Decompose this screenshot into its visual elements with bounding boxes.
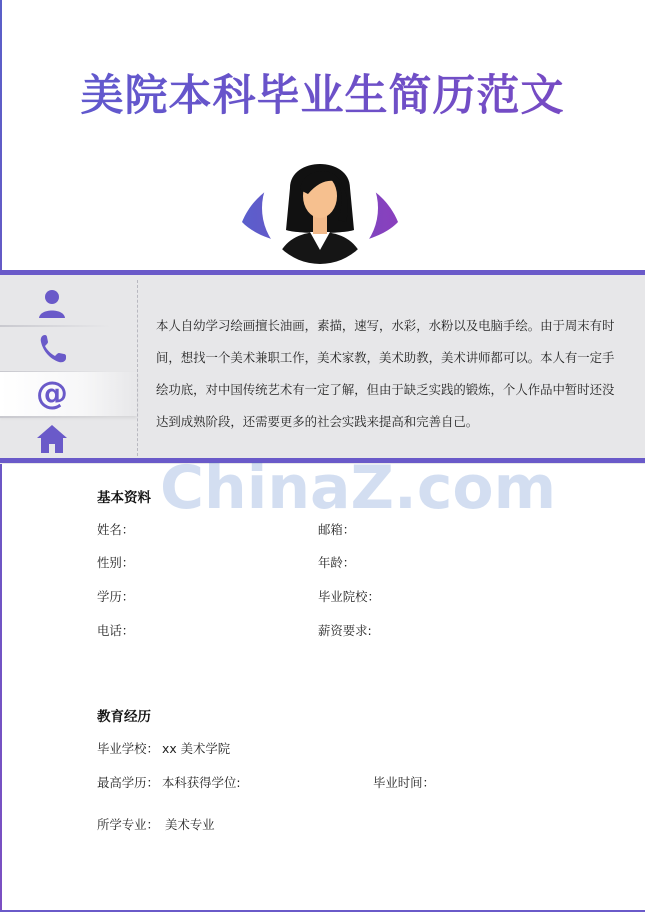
name-label: 姓名： [97, 522, 135, 537]
avatar-illustration [238, 150, 402, 272]
age-label: 年龄： [318, 555, 356, 570]
grad-time-label: 毕业时间： [373, 775, 435, 790]
grad-school-label: 毕业学校： [97, 741, 159, 756]
avatar [238, 150, 402, 272]
person-icon [34, 286, 70, 322]
salary-label: 薪资要求: [318, 623, 372, 638]
self-introduction: 本人自幼学习绘画擅长油画，素描，速写，水彩，水粉以及电脑手绘。由于周末有时间，想找一个美术兼职工作，美术家教，美术助教，美术讲师都可以。本人有一定手绘功底，对中国传统艺术有一定了解，但由于缺乏实践的锻炼，个人作品中暂时还没达到成熟阶段，还需要更多的社会实践来提高和完善自己。 [156, 318, 615, 429]
sidebar-item-home [0, 417, 137, 461]
email-label: 邮箱： [318, 522, 356, 537]
sidebar-item-person [0, 282, 137, 326]
page-title: 美院本科毕业生简历范文 [0, 62, 645, 123]
contact-sidebar [0, 275, 137, 458]
sidebar-divider [137, 280, 138, 456]
school-label: 毕业院校： [318, 589, 380, 604]
degree-value: 本科获得学位: [162, 775, 241, 790]
education-label: 学历： [97, 589, 135, 604]
phone-icon [34, 331, 70, 367]
svg-text:@: @ [36, 374, 68, 412]
at-icon [34, 376, 70, 412]
basic-info-heading: 基本资料 [97, 490, 151, 506]
major-value: 美术专业 [165, 817, 215, 832]
sidebar-item-phone [0, 327, 137, 371]
education-heading: 教育经历 [97, 709, 151, 725]
degree-label: 最高学历： [97, 775, 159, 790]
home-icon [34, 421, 70, 457]
phone-label: 电话： [97, 623, 135, 638]
grad-school-value: xx 美术学院 [162, 741, 231, 756]
gender-label: 性别： [97, 555, 135, 570]
major-label: 所学专业： [97, 817, 159, 832]
sidebar-item-at [0, 372, 137, 416]
watermark-text: ChinaZ.com [160, 453, 557, 523]
